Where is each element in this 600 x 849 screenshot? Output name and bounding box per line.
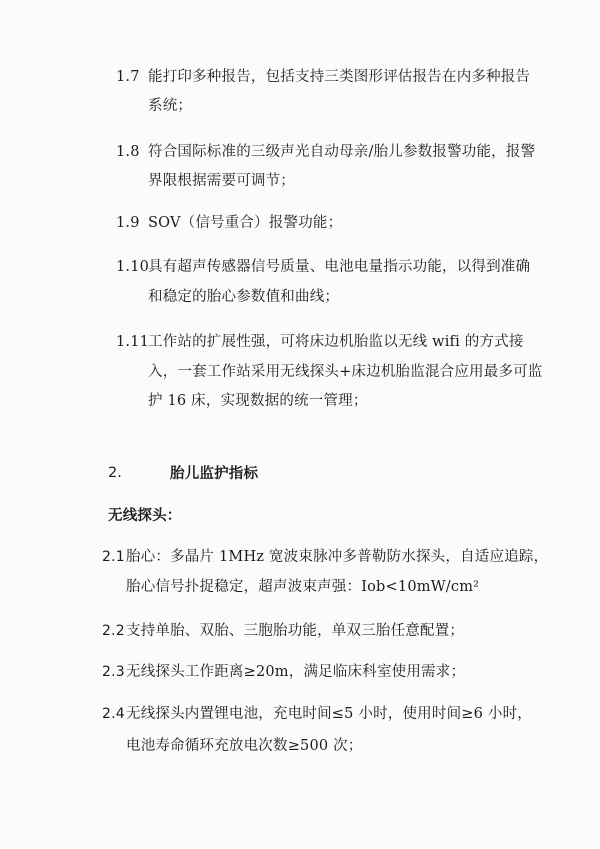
item-2-4-line-1 [102,705,532,723]
item-1-11-line-1 [116,333,524,351]
item-text: 系统； [148,98,193,114]
item-number: 1.7 [116,69,140,85]
item-text: 入，一套工作站采用无线探头+床边机胎监混合应用最多可监 [148,364,543,380]
item-text: 胎心：多晶片 1MHz 宽波束脉冲多普勒防水探头，自适应追踪， [126,549,549,565]
item-text: 具有超声传感器信号质量、电池电量指示功能，以得到准确 [148,259,531,275]
item-text: 能打印多种报告，包括支持三类图形评估报告在内多种报告 [148,69,531,85]
item-2-1-line-2 [126,578,479,596]
item-1-11-line-2 [148,363,543,381]
section-title: 胎儿监护指标 [170,466,259,482]
item-text: 护 16 床，实现数据的统一管理； [148,393,368,409]
item-number: 1.11 [116,334,150,350]
item-text: 界限根据需要可调节； [148,173,295,189]
item-1-10-line-2 [148,288,339,306]
item-1-7-line-1 [116,68,530,86]
item-text: 和稳定的胎心参数值和曲线； [148,289,340,305]
item-2-2-line-1 [102,622,464,640]
item-number: 1.9 [116,215,140,231]
item-text: 电池寿命循环充放电次数≥500 次； [126,738,363,754]
item-text: 支持单胎、双胎、三胞胎功能，单双三胎任意配置； [126,623,465,639]
item-2-1-line-1 [102,548,548,566]
item-1-8-line-2 [148,172,295,190]
item-1-9-line-1 [116,214,342,232]
item-text: 无线探头内置锂电池，充电时间≤5 小时，使用时间≥6 小时， [126,706,532,722]
item-number: 1.8 [116,144,140,160]
item-number: 2.3 [102,664,125,680]
item-text: 无线探头工作距离≥20m，满足临床科室使用需求； [126,664,466,680]
item-2-3-line-1 [102,663,465,681]
item-number: 2.4 [102,706,125,722]
item-1-8-line-1 [116,143,535,161]
item-1-11-line-3 [148,392,368,410]
section-number: 2. [108,465,122,481]
item-number: 2.1 [102,549,125,565]
item-text: 工作站的扩展性强，可将床边机胎监以无线 wifi 的方式接 [148,334,524,350]
item-1-7-line-2 [148,97,192,115]
item-1-10-line-1 [116,258,530,276]
item-2-4-line-2 [126,737,363,755]
item-number: 2.2 [102,623,125,639]
item-text: SOV（信号重合）报警功能； [148,215,343,231]
item-text: 符合国际标准的三级声光自动母亲/胎儿参数报警功能，报警 [148,144,536,160]
item-number: 1.10 [116,259,150,275]
item-text: 胎心信号扑捉稳定，超声波束声强：Iob<10mW/cm² [126,579,480,595]
section-subtitle: 无线探头： [108,508,182,524]
